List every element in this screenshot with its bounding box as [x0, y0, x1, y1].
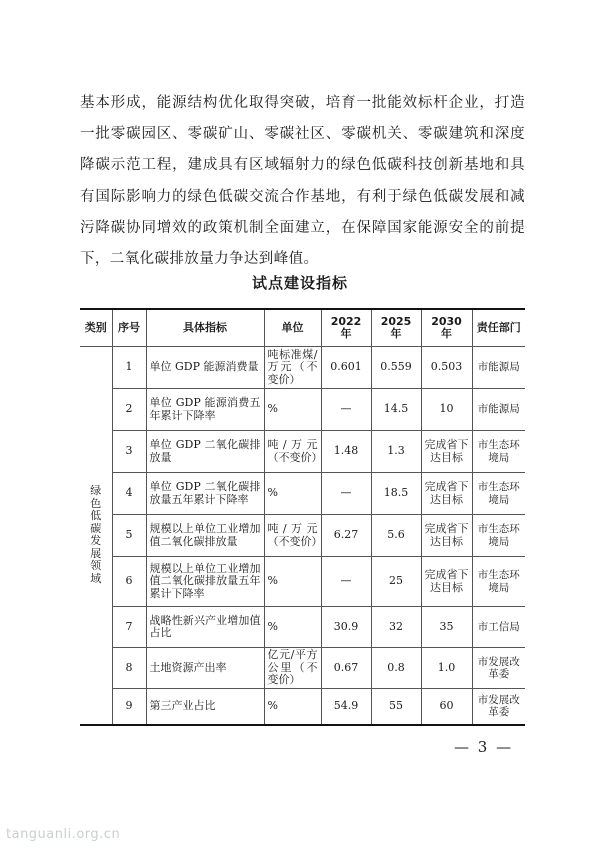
row-2025: 14.5 [371, 389, 421, 431]
table-row [80, 473, 525, 515]
row-indicator: 单位 GDP 能源消费五年累计下降率 [146, 389, 264, 431]
row-2025: 32 [371, 607, 421, 648]
row-2022: — [321, 557, 371, 607]
row-indicator: 单位 GDP 二氧化碳排放量 [146, 431, 264, 473]
row-unit: % [264, 473, 321, 515]
header-unit: 单位 [264, 309, 321, 347]
row-2025: 5.6 [371, 515, 421, 557]
page-number: — 3 — [454, 738, 514, 756]
row-2030: 完成省下达目标 [421, 515, 472, 557]
row-indicator: 单位 GDP 二氧化碳排放量五年累计下降率 [146, 473, 264, 515]
table-row [80, 515, 525, 557]
row-number: 8 [112, 648, 146, 689]
row-indicator: 规模以上单位工业增加值二氧化碳排放量 [146, 515, 264, 557]
row-department: 市发展改革委 [472, 689, 525, 725]
row-2025: 0.8 [371, 648, 421, 689]
row-2022: 0.67 [321, 648, 371, 689]
row-2030: 完成省下达目标 [421, 431, 472, 473]
row-2025: 1.3 [371, 431, 421, 473]
row-2030: 完成省下达目标 [421, 473, 472, 515]
table-row [80, 648, 525, 689]
row-2025: 18.5 [371, 473, 421, 515]
row-2022: 1.48 [321, 431, 371, 473]
row-unit: % [264, 557, 321, 607]
category-cell [80, 347, 112, 725]
header-indicator: 具体指标 [146, 309, 264, 347]
row-2022: 6.27 [321, 515, 371, 557]
indicator-table [80, 308, 525, 726]
table-row [80, 347, 525, 389]
row-number: 5 [112, 515, 146, 557]
row-department: 市生态环境局 [472, 515, 525, 557]
row-number: 2 [112, 389, 146, 431]
row-indicator: 单位 GDP 能源消费量 [146, 347, 264, 389]
row-department: 市生态环境局 [472, 557, 525, 607]
row-unit: % [264, 389, 321, 431]
row-2030: 35 [421, 607, 472, 648]
row-2030: 0.503 [421, 347, 472, 389]
row-number: 4 [112, 473, 146, 515]
row-department: 市工信局 [472, 607, 525, 648]
row-2030: 60 [421, 689, 472, 725]
row-number: 6 [112, 557, 146, 607]
row-2022: 54.9 [321, 689, 371, 725]
row-2022: — [321, 389, 371, 431]
table-row [80, 557, 525, 607]
row-unit: 吨/万元（不变价） [264, 431, 321, 473]
row-department: 市生态环境局 [472, 473, 525, 515]
table-row [80, 389, 525, 431]
table-row [80, 431, 525, 473]
row-department: 市生态环境局 [472, 431, 525, 473]
header-2022: 2022 年 [321, 309, 371, 347]
watermark: tanguanli.org.cn [6, 827, 121, 842]
row-number: 3 [112, 431, 146, 473]
row-indicator: 规模以上单位工业增加值二氧化碳排放量五年累计下降率 [146, 557, 264, 607]
row-2022: 30.9 [321, 607, 371, 648]
row-2025: 0.559 [371, 347, 421, 389]
header-category: 类别 [80, 309, 112, 347]
header-2030: 2030 年 [421, 309, 472, 347]
row-department: 市发展改革委 [472, 648, 525, 689]
table-row [80, 607, 525, 648]
row-2022: — [321, 473, 371, 515]
header-department: 责任部门 [472, 309, 525, 347]
row-2022: 0.601 [321, 347, 371, 389]
row-2030: 1.0 [421, 648, 472, 689]
row-indicator: 土地资源产出率 [146, 648, 264, 689]
row-2030: 完成省下达目标 [421, 557, 472, 607]
row-indicator: 战略性新兴产业增加值占比 [146, 607, 264, 648]
header-2025: 2025 年 [371, 309, 421, 347]
row-number: 1 [112, 347, 146, 389]
row-indicator: 第三产业占比 [146, 689, 264, 725]
row-number: 9 [112, 689, 146, 725]
table-row [80, 689, 525, 725]
row-2025: 25 [371, 557, 421, 607]
row-unit: 吨/万元（不变价） [264, 515, 321, 557]
body-paragraph: 基本形成，能源结构优化取得突破，培育一批能效标杆企业，打造一批零碳园区、零碳矿山、零碳社区、零碳机关、零碳建筑和深度降碳示范工程，建成具有区域辐射力的绿色低碳科技创新基地和具有国际影响力的绿色低碳交流合作基地，有利于绿色低碳发展和减污降碳协同增效的政策机制全面建立，在保障国家能源安全的前提下，二氧化碳排放量力争达到峰值。 [80, 95, 525, 268]
row-department: 市能源局 [472, 389, 525, 431]
row-unit: % [264, 607, 321, 648]
row-unit: % [264, 689, 321, 725]
table-header-row [80, 309, 525, 347]
table-title: 试点建设指标 [251, 274, 348, 292]
row-department: 市能源局 [472, 347, 525, 389]
row-unit: 亿元/平方公里（不变价） [264, 648, 321, 689]
row-number: 7 [112, 607, 146, 648]
row-2030: 10 [421, 389, 472, 431]
indicator-table-wrapper [80, 308, 525, 726]
row-unit: 吨标准煤/万元（不变价） [264, 347, 321, 389]
category-label: 绿色低碳发展领域 [90, 484, 102, 585]
header-number: 序号 [112, 309, 146, 347]
row-2025: 55 [371, 689, 421, 725]
